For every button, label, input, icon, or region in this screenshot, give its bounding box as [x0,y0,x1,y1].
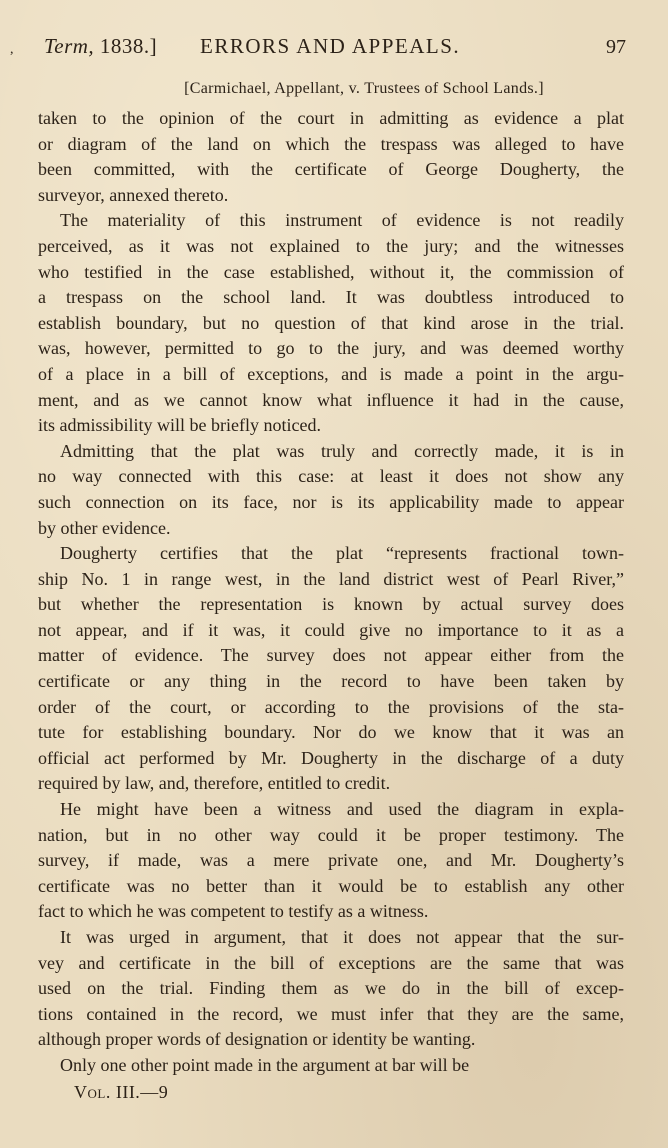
margin-mark: , [10,42,14,57]
text-line: certificate was no better than it would be to establish any other [38,875,624,896]
text-line: certificate or any thing in the record to have been taken by [38,671,624,692]
text-line: not appear, and if it was, it could give no importance to it as a [38,619,624,640]
text-line: of a place in a bill of exceptions, and is made a point in the argu- [38,363,624,384]
text-line: was, however, permitted to go to the jury, and was deemed worthy [38,338,624,359]
text-line: ship No. 1 in range west, in the land district west of Pearl River,” [38,568,624,589]
text-line: although proper words of designation or identity be wanting. [38,1029,476,1050]
text-line: establish boundary, but no question of that kind arose in the trial. [38,312,624,333]
text-line: taken to the opinion of the court in admitting as evidence a plat [38,108,624,128]
text-line: tute for establishing boundary. Nor do we know that it was an [38,722,624,743]
text-line: Only one other point made in the argument at bar will be [60,1054,470,1075]
text-line: no way connected with this case: at least it does not show any [38,466,624,487]
text-line: by other evidence. [38,517,171,538]
text-line: surveyor, annexed thereto. [38,184,229,205]
text-line: used on the trial. Finding them as we do in the bill of excep- [38,978,624,999]
text-line: survey, if made, was a mere private one, and Mr. Dougherty’s [38,850,624,871]
text-line: It was urged in argument, that it does not appear that the sur- [60,927,624,947]
text-line: a trespass on the school land. It was doubtless introduced to [38,287,624,308]
text-line: Admitting that the plat was truly and correctly made, it is in [60,440,624,461]
term-word: Term, [44,34,95,58]
text-line: been committed, with the certificate of George Dougherty, the [38,159,624,180]
term-label [44,34,157,59]
text-line: such connection on its face, nor is its applicability made to appear [38,491,624,512]
text-line: He might have been a witness and used the diagram in expla- [60,799,624,820]
text-line: tions contained in the record, we must infer that they are the same, [38,1003,624,1024]
text-line: ment, and as we cannot know what influence it had in the cause, [38,389,624,410]
text-line: fact to which he was competent to testify as a witness. [38,901,429,922]
text-line: order of the court, or according to the provisions of the sta- [38,696,624,717]
case-caption [0,80,668,98]
running-header [0,30,668,66]
term-year: 1838.] [94,34,158,58]
body-text [38,106,624,1079]
text-line: perceived, as it was not explained to the jury; and the witnesses [38,235,624,256]
text-line: nation, but in no other way could it be proper testimony. The [38,824,624,845]
text-line: its admissibility will be briefly noticed. [38,415,321,436]
text-line: vey and certificate in the bill of exceptions are the same that was [38,952,624,973]
page-title: ERRORS AND APPEALS. [200,34,461,58]
text-line: who testified in the case established, without it, the commission of [38,261,624,282]
page-number: 97 [606,36,626,58]
text-line: Dougherty certifies that the plat “represents fractional town- [60,543,624,564]
text-line: official act performed by Mr. Dougherty in the discharge of a duty [38,747,624,768]
signature-mark [74,1082,168,1103]
text-line: matter of evidence. The survey does not appear either from the [38,645,624,666]
text-line: The materiality of this instrument of evidence is not readily [60,210,624,231]
text-line: required by law, and, therefore, entitled to credit. [38,773,391,794]
text-line: but whether the representation is known by actual survey does [38,594,624,615]
volume-signature: Vol. III.—9 [74,1082,169,1102]
text-line: or diagram of the land on which the trespass was alleged to have [38,133,624,154]
case-caption-text: [Carmichael, Appellant, v. Trustees of School Lands.] [184,80,544,97]
